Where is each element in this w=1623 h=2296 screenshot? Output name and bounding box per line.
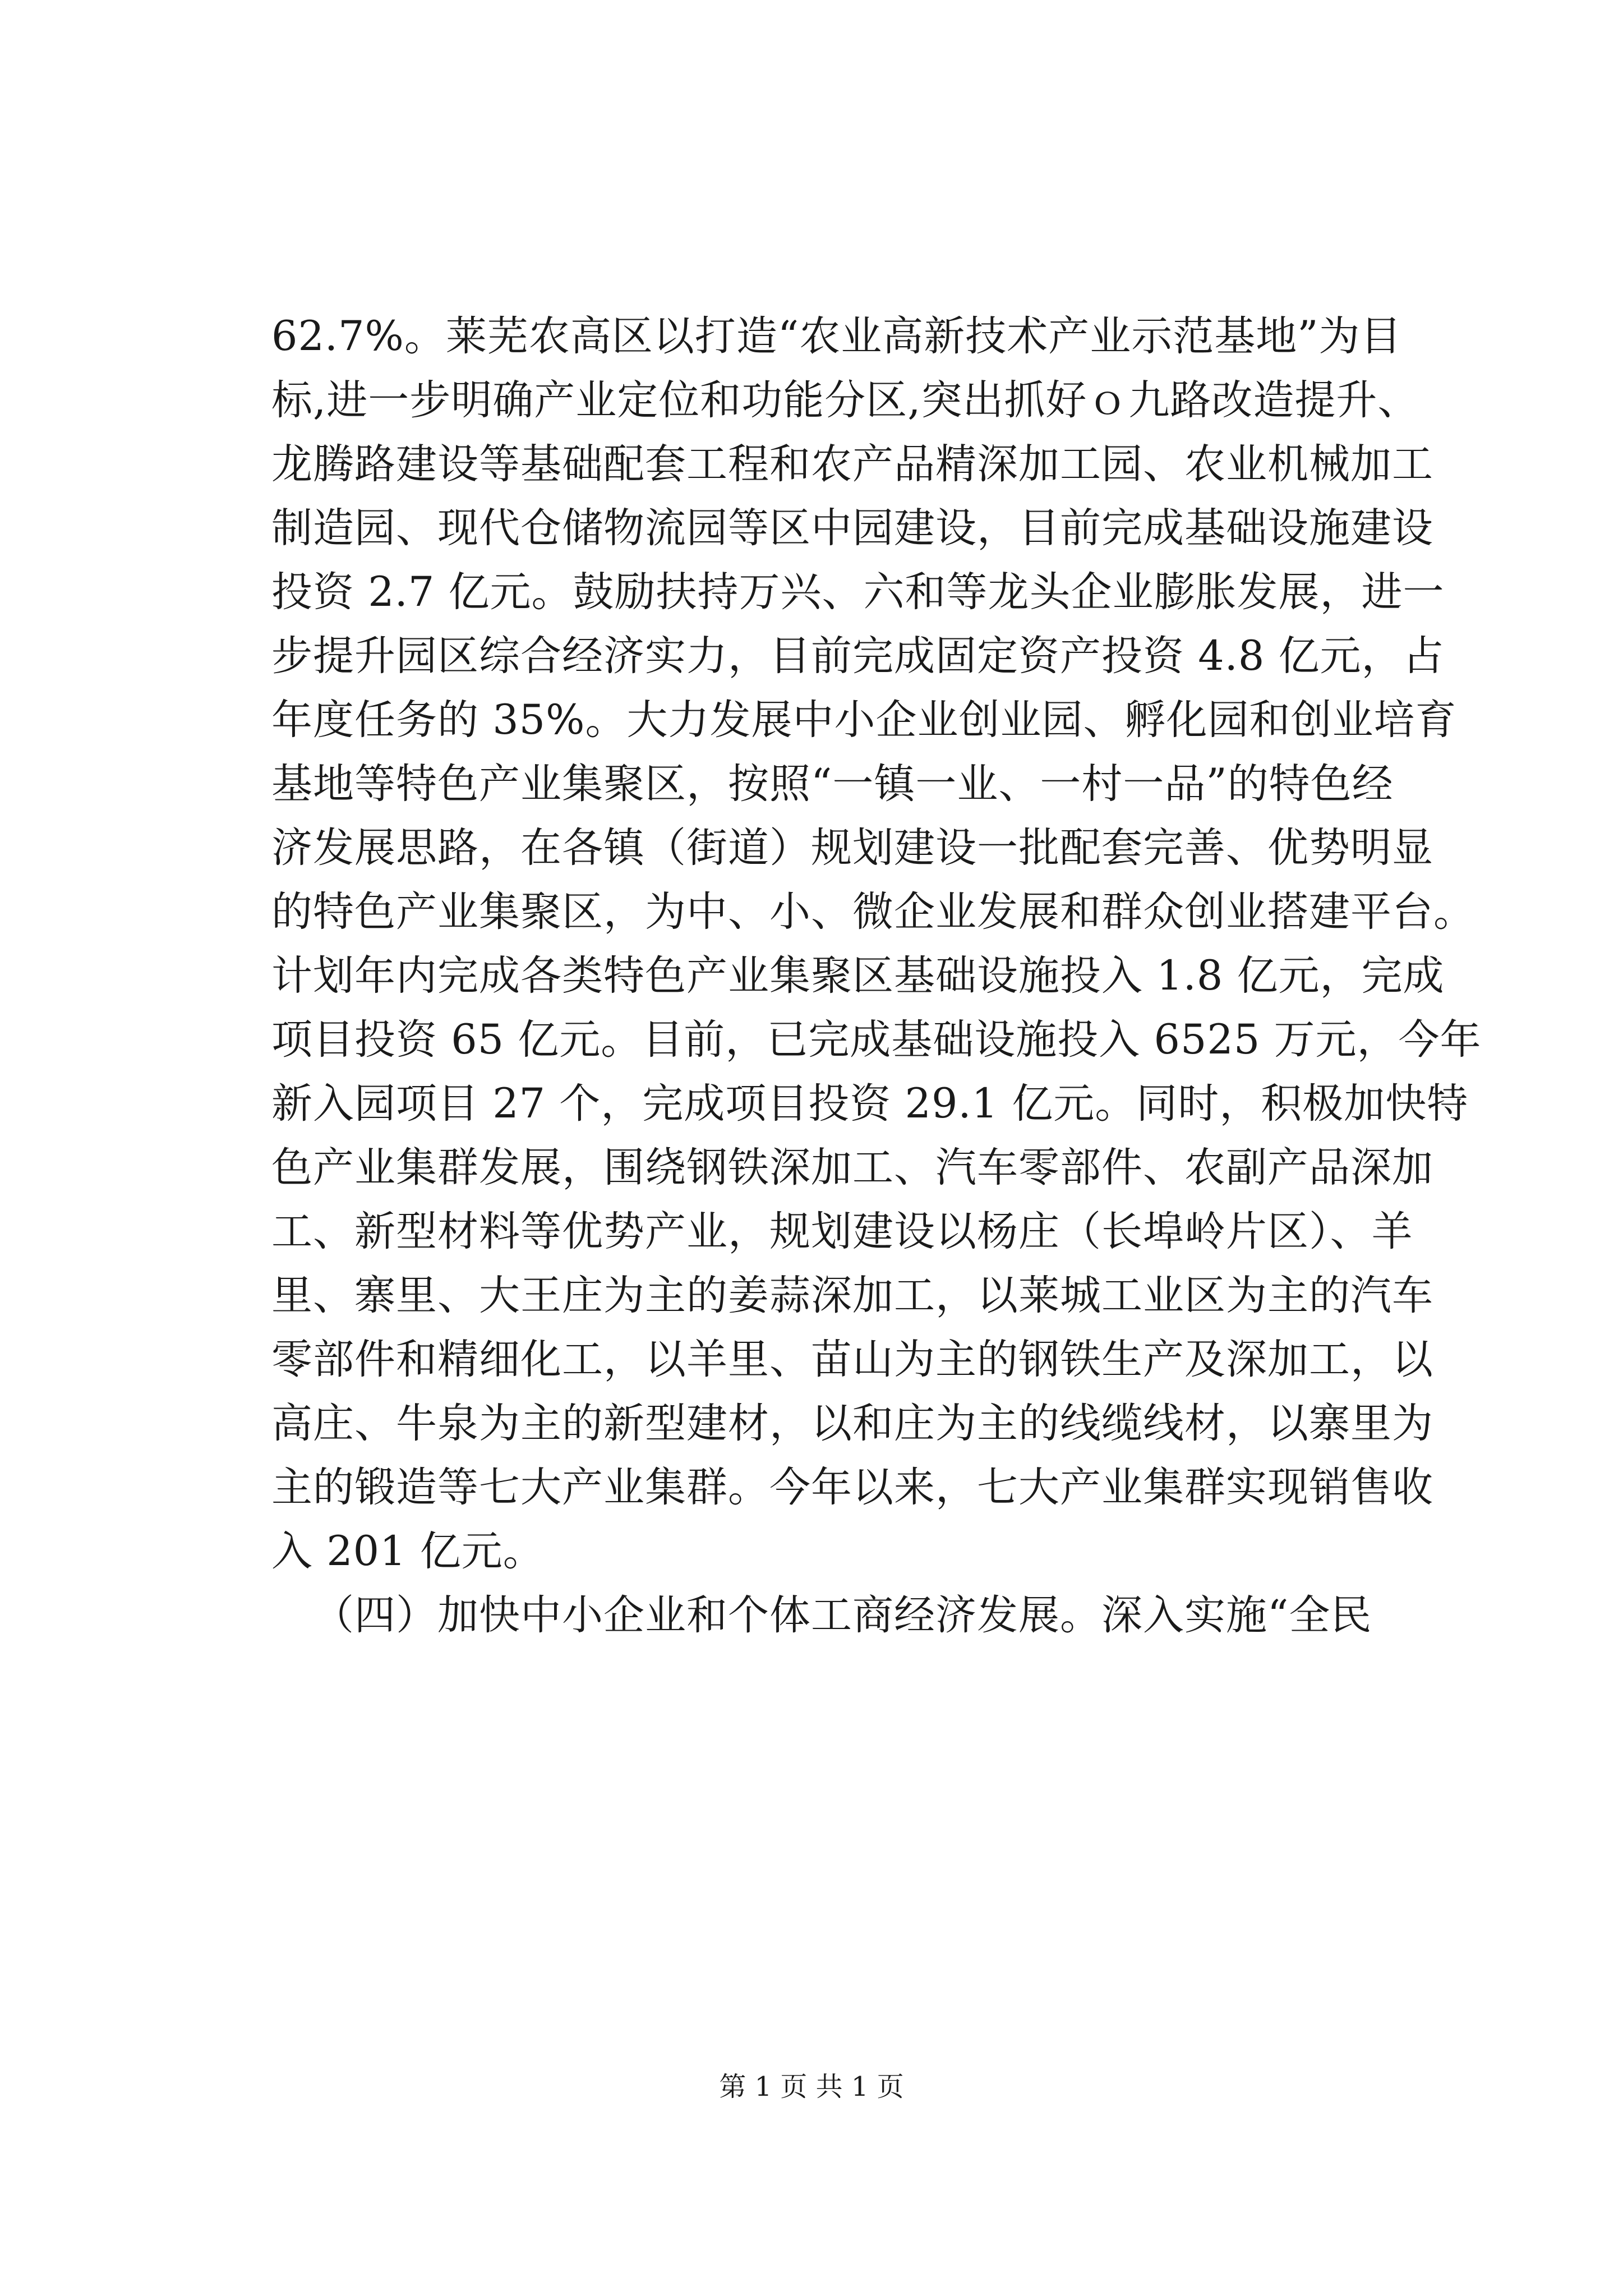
text-line: 主的锻造等七大产业集群。今年以来，七大产业集群实现销售收	[271, 1464, 1433, 1511]
text-line: 色产业集群发展，围绕钢铁深加工、汽车零部件、农副产品深加	[271, 1144, 1433, 1191]
text-line: 零部件和精细化工，以羊里、苗山为主的钢铁生产及深加工，以	[271, 1336, 1433, 1383]
text-line: 标,进一步明确产业定位和功能分区,突出抓好ｏ九路改造提升、	[271, 376, 1419, 424]
section-heading-line: （四）加快中小企业和个体工商经济发展。深入实施“全民	[313, 1591, 1372, 1639]
text-line: 龙腾路建设等基础配套工程和农产品精深加工园、农业机械加工	[271, 440, 1433, 488]
text-line: 步提升园区综合经济实力，目前完成固定资产投资 4.8 亿元，占	[271, 632, 1445, 680]
text-line: 里、寨里、大王庄为主的姜蒜深加工，以莱城工业区为主的汽车	[271, 1272, 1433, 1319]
text-line: 投资 2.7 亿元。鼓励扶持万兴、六和等龙头企业膨胀发展，进一	[271, 568, 1445, 616]
text-line: 年度任务的 35%。大力发展中小企业创业园、孵化园和创业培育	[271, 696, 1457, 744]
text-line: 入 201 亿元。	[271, 1527, 545, 1575]
text-line: 计划年内完成各类特色产业集聚区基础设施投入 1.8 亿元，完成	[271, 952, 1445, 1000]
text-line: 新入园项目 27 个，完成项目投资 29.1 亿元。同时，积极加快特	[271, 1080, 1469, 1128]
text-line: 基地等特色产业集聚区，按照“一镇一业、一村一品”的特色经	[271, 760, 1394, 808]
text-line: 高庄、牛泉为主的新型建材，以和庄为主的线缆线材，以寨里为	[271, 1400, 1433, 1447]
text-line: 项目投资 65 亿元。目前，已完成基础设施投入 6525 万元，今年	[271, 1016, 1482, 1064]
text-line: 62.7%。莱芜农高区以打造“农业高新技术产业示范基地”为目	[271, 312, 1402, 360]
text-line: 工、新型材料等优势产业，规划建设以杨庄（长埠岭片区）、羊	[271, 1208, 1413, 1255]
text-line: 的特色产业集聚区，为中、小、微企业发展和群众创业搭建平台。	[271, 888, 1475, 936]
page-number-footer: 第 1 页 共 1 页	[719, 2071, 904, 2102]
text-line: 济发展思路，在各镇（街道）规划建设一批配套完善、优势明显	[271, 824, 1433, 872]
text-line: 制造园、现代仓储物流园等区中园建设，目前完成基础设施建设	[271, 504, 1433, 552]
